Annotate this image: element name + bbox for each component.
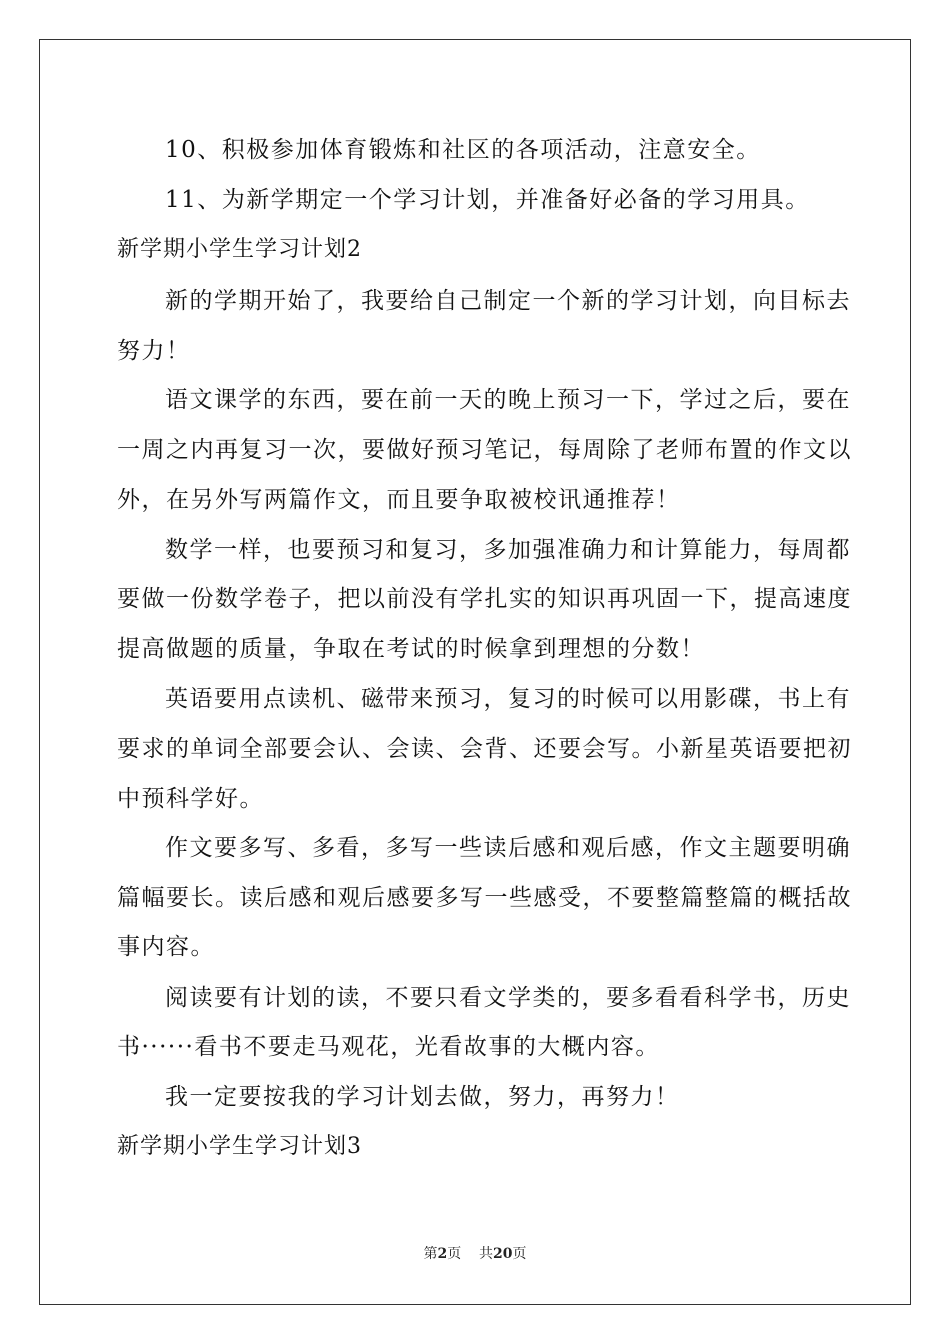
paragraph-line: 数学一样，也要预习和复习，多加强准确力和计算能力，每周都 [165, 537, 851, 563]
footer-page-suffix: 页 [447, 1246, 462, 1262]
section-heading-3: 新学期小学生学习计划3 [117, 1134, 362, 1159]
paragraph-line: 英语要用点读机、磁带来预习，复习的时候可以用影碟，书上有 [165, 686, 851, 712]
paragraph-line: 一周之内再复习一次，要做好预习笔记，每周除了老师布置的作文以 [117, 437, 852, 463]
footer-total-suffix: 页 [512, 1246, 527, 1262]
paragraph-line: 中预科学好。 [117, 786, 264, 812]
paragraph-line: 提高做题的质量，争取在考试的时候拿到理想的分数！ [117, 636, 705, 662]
footer-page-prefix: 第 [423, 1246, 438, 1262]
paragraph-line: 外，在另外写两篇作文，而且要争取被校讯通推荐！ [117, 487, 681, 513]
paragraph-line: 要做一份数学卷子，把以前没有学扎实的知识再巩固一下，提高速度 [117, 586, 852, 612]
paragraph-line: 努力！ [117, 338, 191, 364]
paragraph-line: 篇幅要长。读后感和观后感要多写一些感受，不要整篇整篇的概括故 [117, 885, 852, 911]
section-heading-2: 新学期小学生学习计划2 [117, 237, 362, 262]
paragraph-line: 语文课学的东西，要在前一天的晚上预习一下，学过之后，要在 [165, 387, 851, 413]
paragraph-line: 要求的单词全部要会认、会读、会背、还要会写。小新星英语要把初 [117, 736, 852, 762]
paragraph-line: 我一定要按我的学习计划去做，努力，再努力！ [165, 1084, 680, 1110]
footer-page-number: 2 [437, 1246, 448, 1262]
paragraph-line: 书······看书不要走马观花，光看故事的大概内容。 [117, 1034, 660, 1060]
paragraph-line: 事内容。 [117, 934, 215, 960]
paragraph-line: 新的学期开始了，我要给自己制定一个新的学习计划，向目标去 [165, 288, 851, 314]
list-item-10: 10、积极参加体育锻炼和社区的各项活动，注意安全。 [165, 137, 761, 163]
list-item-11: 11、为新学期定一个学习计划，并准备好必备的学习用具。 [165, 187, 810, 213]
footer-total-pages: 20 [493, 1246, 513, 1262]
paragraph-line: 阅读要有计划的读，不要只看文学类的，要多看看科学书，历史 [165, 985, 851, 1011]
page-border [39, 39, 911, 1305]
paragraph-line: 作文要多写、多看，多写一些读后感和观后感，作文主题要明确 [165, 835, 851, 861]
page-footer [0, 1244, 950, 1264]
footer-total-prefix: 共 [479, 1246, 494, 1262]
